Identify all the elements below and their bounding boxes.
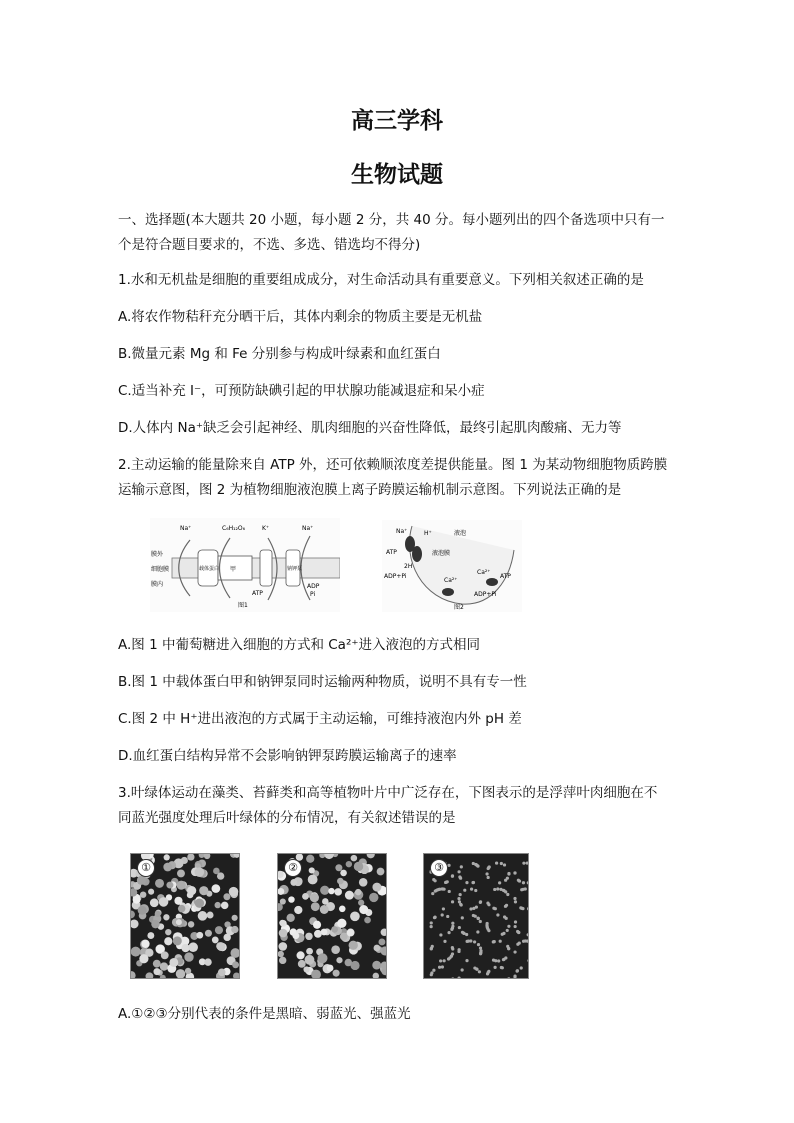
fig1-carrier-label: 载体蛋白 bbox=[199, 566, 220, 572]
fig1-jia-label: 甲 bbox=[230, 566, 237, 573]
fig2-2h-label: 2H bbox=[404, 563, 413, 570]
fig2-adp-label: ADP+Pi bbox=[384, 573, 407, 580]
q1-stem: 1.水和无机盐是细胞的重要组成成分，对生命活动具有重要意义。下列相关叙述正确的是 bbox=[118, 272, 644, 288]
q2-option-c: C.图 2 中 H⁺进出液泡的方式属于主动运输，可维持液泡内外 pH 差 bbox=[118, 711, 522, 727]
fig1-adp-label: ADP bbox=[307, 583, 320, 590]
fig1-membrane-label: 细胞膜 bbox=[151, 566, 170, 573]
micrograph-3-label: ③ bbox=[430, 859, 448, 877]
figure-2-vacuole-ion-transport bbox=[382, 520, 522, 612]
fig1-na-label: Na⁺ bbox=[180, 525, 192, 532]
q1-option-d: D.人体内 Na⁺缺乏会引起神经、肌肉细胞的兴奋性降低，最终引起肌肉酸痛、无力等 bbox=[118, 420, 622, 436]
fig2-ca-label-2: Ca²⁺ bbox=[477, 569, 491, 576]
fig1-atp-label: ATP bbox=[252, 590, 263, 597]
fig2-atp-label-2: ATP bbox=[500, 573, 511, 580]
section-instructions-line1: 一、选择题(本大题共 20 小题，每小题 2 分，共 40 分。每小题列出的四个备选项中只有一 bbox=[118, 212, 665, 228]
fig2-tonoplast-label: 液泡膜 bbox=[432, 550, 451, 557]
micrograph-2-label: ② bbox=[284, 859, 302, 877]
fig2-h-label: H⁺ bbox=[424, 530, 432, 537]
micrograph-2 bbox=[277, 853, 387, 979]
fig1-caption: 图1 bbox=[238, 602, 248, 609]
micrograph-3 bbox=[423, 853, 529, 979]
micrograph-1 bbox=[130, 853, 240, 979]
fig1-na-label-2: Na⁺ bbox=[302, 525, 314, 532]
fig2-na-label: Na⁺ bbox=[396, 528, 408, 535]
section-instructions-line2: 个是符合题目要求的，不选、多选、错选均不得分) bbox=[118, 237, 421, 253]
fig1-pi-label: Pi bbox=[310, 591, 316, 598]
q2-option-b: B.图 1 中载体蛋白甲和钠钾泵同时运输两种物质，说明不具有专一性 bbox=[118, 674, 527, 690]
fig1-outside-label: 膜外 bbox=[151, 551, 164, 558]
page-title: 高三学科 bbox=[351, 107, 443, 134]
q1-option-a: A.将农作物秸秆充分晒干后，其体内剩余的物质主要是无机盐 bbox=[118, 309, 483, 325]
micrograph-1-label: ① bbox=[137, 859, 155, 877]
q1-option-c: C.适当补充 I⁻，可预防缺碘引起的甲状腺功能减退症和呆小症 bbox=[118, 383, 485, 399]
q1-option-b: B.微量元素 Mg 和 Fe 分别参与构成叶绿素和血红蛋白 bbox=[118, 346, 441, 362]
fig2-vacuole-label: 液泡 bbox=[454, 530, 467, 537]
q3-option-a: A.①②③分别代表的条件是黑暗、弱蓝光、强蓝光 bbox=[118, 1006, 411, 1022]
q2-option-d: D.血红蛋白结构异常不会影响钠钾泵跨膜运输离子的速率 bbox=[118, 748, 457, 764]
q2-option-a: A.图 1 中葡萄糖进入细胞的方式和 Ca²⁺进入液泡的方式相同 bbox=[118, 637, 480, 653]
figure-1-membrane-transport bbox=[150, 518, 340, 612]
fig2-atp-label: ATP bbox=[386, 549, 397, 556]
page-subtitle: 生物试题 bbox=[351, 161, 443, 188]
q3-stem-line1: 3.叶绿体运动在藻类、苔藓类和高等植物叶片中广泛存在，下图表示的是浮萍叶肉细胞在不 bbox=[118, 785, 658, 801]
q2-stem-line2: 运输示意图，图 2 为植物细胞液泡膜上离子跨膜运输机制示意图。下列说法正确的是 bbox=[118, 482, 622, 498]
q3-stem-line2: 同蓝光强度处理后叶绿体的分布情况，有关叙述错误的是 bbox=[118, 810, 456, 826]
fig2-adp-label-2: ADP+Pi bbox=[474, 591, 497, 598]
fig2-caption: 图2 bbox=[454, 604, 464, 611]
fig1-k-label: K⁺ bbox=[262, 525, 270, 532]
fig1-pump-label: 钠钾泵 bbox=[287, 566, 303, 572]
fig1-glucose-label: C₆H₁₂O₆ bbox=[222, 525, 246, 532]
fig2-ca-label: Ca²⁺ bbox=[444, 577, 458, 584]
q2-stem-line1: 2.主动运输的能量除来自 ATP 外，还可依赖顺浓度差提供能量。图 1 为某动物细胞物质跨膜 bbox=[118, 457, 668, 473]
fig1-inside-label: 膜内 bbox=[151, 581, 164, 588]
